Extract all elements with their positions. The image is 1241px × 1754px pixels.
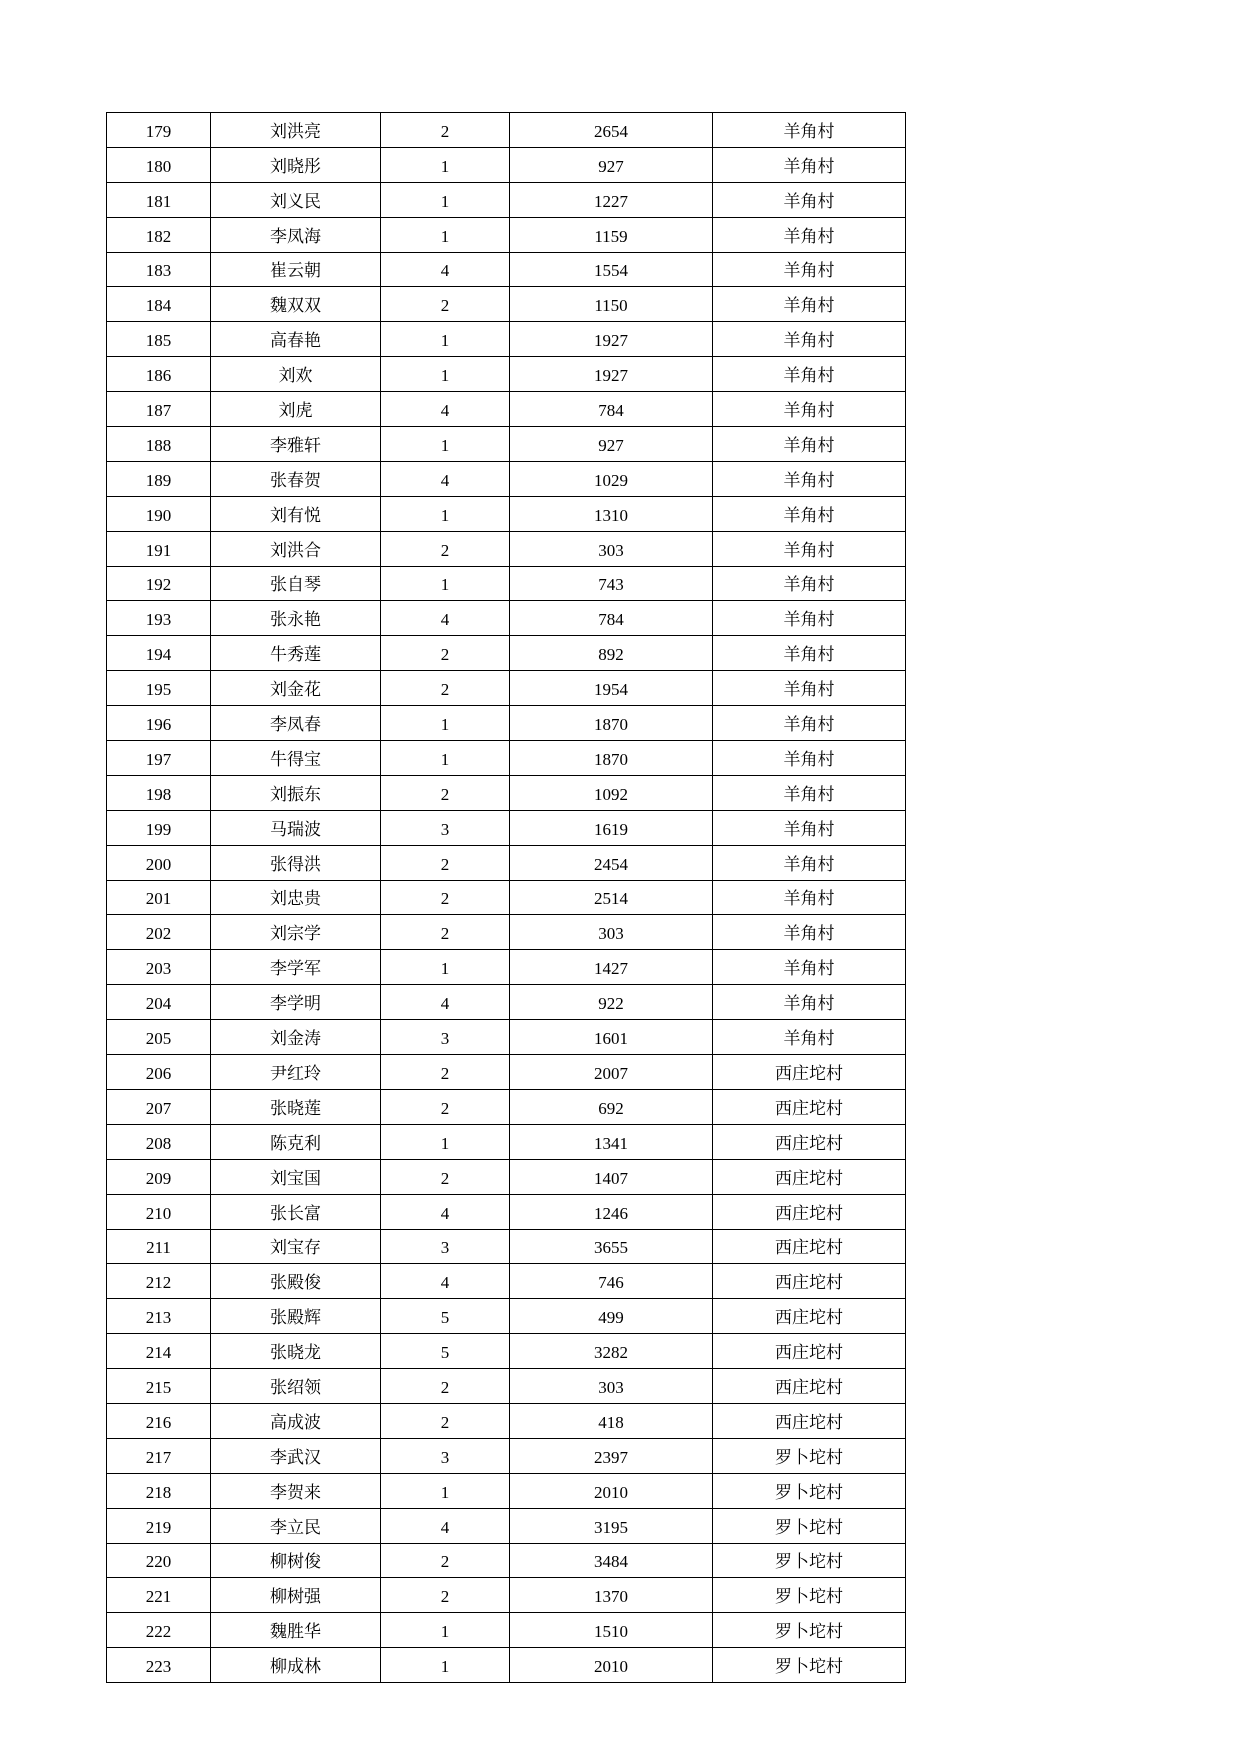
cell-name: 刘宗学	[211, 915, 381, 950]
table-row	[107, 950, 906, 985]
table-row	[107, 252, 906, 287]
cell-village: 西庄坨村	[713, 1089, 906, 1124]
cell-number: 222	[107, 1613, 211, 1648]
table-row	[107, 601, 906, 636]
cell-count: 1	[381, 357, 510, 392]
cell-number: 182	[107, 217, 211, 252]
cell-amount: 922	[510, 985, 713, 1020]
cell-village: 羊角村	[713, 392, 906, 427]
cell-count: 4	[381, 461, 510, 496]
cell-amount: 303	[510, 531, 713, 566]
cell-name: 刘宝存	[211, 1229, 381, 1264]
cell-name: 魏双双	[211, 287, 381, 322]
cell-amount: 1554	[510, 252, 713, 287]
cell-number: 207	[107, 1089, 211, 1124]
cell-name: 刘欢	[211, 357, 381, 392]
cell-name: 尹红玲	[211, 1055, 381, 1090]
cell-count: 4	[381, 252, 510, 287]
cell-number: 205	[107, 1020, 211, 1055]
cell-number: 214	[107, 1334, 211, 1369]
table-row	[107, 1194, 906, 1229]
table-row	[107, 1055, 906, 1090]
cell-count: 2	[381, 1089, 510, 1124]
table-row	[107, 357, 906, 392]
cell-amount: 1370	[510, 1578, 713, 1613]
cell-amount: 927	[510, 427, 713, 462]
table-body	[107, 113, 906, 1683]
cell-village: 羊角村	[713, 357, 906, 392]
cell-count: 2	[381, 1403, 510, 1438]
cell-amount: 784	[510, 601, 713, 636]
cell-village: 罗卜坨村	[713, 1578, 906, 1613]
cell-name: 刘金涛	[211, 1020, 381, 1055]
cell-amount: 1246	[510, 1194, 713, 1229]
cell-name: 刘忠贵	[211, 880, 381, 915]
cell-amount: 418	[510, 1403, 713, 1438]
cell-village: 西庄坨村	[713, 1403, 906, 1438]
cell-count: 3	[381, 1438, 510, 1473]
table-row	[107, 1613, 906, 1648]
cell-count: 2	[381, 775, 510, 810]
table-row	[107, 217, 906, 252]
cell-number: 223	[107, 1648, 211, 1683]
cell-number: 217	[107, 1438, 211, 1473]
cell-count: 1	[381, 950, 510, 985]
cell-number: 213	[107, 1299, 211, 1334]
cell-count: 2	[381, 287, 510, 322]
table-row	[107, 845, 906, 880]
cell-name: 柳成林	[211, 1648, 381, 1683]
cell-amount: 1954	[510, 671, 713, 706]
cell-village: 羊角村	[713, 741, 906, 776]
cell-amount: 2007	[510, 1055, 713, 1090]
cell-name: 李雅轩	[211, 427, 381, 462]
table-row	[107, 1578, 906, 1613]
cell-number: 204	[107, 985, 211, 1020]
cell-count: 1	[381, 1473, 510, 1508]
table-row	[107, 182, 906, 217]
cell-name: 刘虎	[211, 392, 381, 427]
table-row	[107, 985, 906, 1020]
cell-amount: 784	[510, 392, 713, 427]
table-row	[107, 427, 906, 462]
cell-amount: 1092	[510, 775, 713, 810]
cell-amount: 1227	[510, 182, 713, 217]
cell-count: 1	[381, 496, 510, 531]
cell-number: 198	[107, 775, 211, 810]
cell-village: 羊角村	[713, 915, 906, 950]
cell-name: 李立民	[211, 1508, 381, 1543]
table-row	[107, 1124, 906, 1159]
cell-count: 1	[381, 427, 510, 462]
cell-amount: 2454	[510, 845, 713, 880]
cell-count: 1	[381, 182, 510, 217]
cell-name: 李武汉	[211, 1438, 381, 1473]
cell-name: 刘洪合	[211, 531, 381, 566]
cell-count: 2	[381, 1055, 510, 1090]
cell-number: 211	[107, 1229, 211, 1264]
cell-name: 刘有悦	[211, 496, 381, 531]
cell-village: 罗卜坨村	[713, 1473, 906, 1508]
cell-count: 2	[381, 1369, 510, 1404]
cell-number: 192	[107, 566, 211, 601]
cell-count: 2	[381, 880, 510, 915]
cell-name: 柳树强	[211, 1578, 381, 1613]
cell-village: 西庄坨村	[713, 1299, 906, 1334]
cell-name: 张晓莲	[211, 1089, 381, 1124]
cell-name: 张殿俊	[211, 1264, 381, 1299]
cell-number: 218	[107, 1473, 211, 1508]
cell-count: 1	[381, 566, 510, 601]
cell-village: 羊角村	[713, 1020, 906, 1055]
cell-number: 206	[107, 1055, 211, 1090]
cell-name: 魏胜华	[211, 1613, 381, 1648]
cell-amount: 2397	[510, 1438, 713, 1473]
cell-village: 西庄坨村	[713, 1159, 906, 1194]
cell-count: 2	[381, 915, 510, 950]
cell-amount: 746	[510, 1264, 713, 1299]
table-row	[107, 1438, 906, 1473]
table-row	[107, 322, 906, 357]
cell-amount: 692	[510, 1089, 713, 1124]
cell-number: 180	[107, 147, 211, 182]
cell-name: 柳树俊	[211, 1543, 381, 1578]
cell-number: 202	[107, 915, 211, 950]
table-row	[107, 113, 906, 148]
cell-count: 4	[381, 392, 510, 427]
cell-amount: 3655	[510, 1229, 713, 1264]
cell-village: 羊角村	[713, 985, 906, 1020]
cell-amount: 1619	[510, 810, 713, 845]
cell-village: 羊角村	[713, 217, 906, 252]
cell-village: 羊角村	[713, 427, 906, 462]
cell-amount: 2514	[510, 880, 713, 915]
table-row	[107, 1299, 906, 1334]
cell-name: 张长富	[211, 1194, 381, 1229]
cell-name: 张春贺	[211, 461, 381, 496]
cell-village: 羊角村	[713, 322, 906, 357]
cell-village: 西庄坨村	[713, 1229, 906, 1264]
cell-amount: 3484	[510, 1543, 713, 1578]
table-row	[107, 287, 906, 322]
cell-village: 羊角村	[713, 496, 906, 531]
cell-village: 西庄坨村	[713, 1124, 906, 1159]
cell-name: 张得洪	[211, 845, 381, 880]
cell-village: 西庄坨村	[713, 1264, 906, 1299]
cell-count: 2	[381, 671, 510, 706]
cell-village: 罗卜坨村	[713, 1648, 906, 1683]
cell-amount: 1927	[510, 357, 713, 392]
cell-name: 张绍领	[211, 1369, 381, 1404]
cell-name: 李贺来	[211, 1473, 381, 1508]
cell-village: 羊角村	[713, 252, 906, 287]
cell-number: 219	[107, 1508, 211, 1543]
cell-amount: 303	[510, 1369, 713, 1404]
cell-amount: 1427	[510, 950, 713, 985]
cell-number: 212	[107, 1264, 211, 1299]
table-row	[107, 775, 906, 810]
cell-count: 1	[381, 706, 510, 741]
table-row	[107, 1403, 906, 1438]
table-row	[107, 1020, 906, 1055]
cell-number: 188	[107, 427, 211, 462]
cell-number: 199	[107, 810, 211, 845]
table-row	[107, 706, 906, 741]
cell-village: 西庄坨村	[713, 1334, 906, 1369]
cell-number: 190	[107, 496, 211, 531]
cell-name: 陈克利	[211, 1124, 381, 1159]
cell-name: 高春艳	[211, 322, 381, 357]
cell-count: 1	[381, 217, 510, 252]
table-row	[107, 741, 906, 776]
cell-amount: 1310	[510, 496, 713, 531]
cell-number: 200	[107, 845, 211, 880]
cell-name: 刘宝国	[211, 1159, 381, 1194]
cell-count: 3	[381, 1020, 510, 1055]
table-row	[107, 1473, 906, 1508]
cell-village: 羊角村	[713, 531, 906, 566]
cell-name: 高成波	[211, 1403, 381, 1438]
cell-number: 209	[107, 1159, 211, 1194]
cell-village: 羊角村	[713, 461, 906, 496]
cell-name: 李凤春	[211, 706, 381, 741]
table-row	[107, 1369, 906, 1404]
table-row	[107, 392, 906, 427]
table-row	[107, 496, 906, 531]
cell-village: 羊角村	[713, 775, 906, 810]
table-row	[107, 1159, 906, 1194]
table-row	[107, 880, 906, 915]
cell-count: 4	[381, 1508, 510, 1543]
cell-amount: 1870	[510, 741, 713, 776]
cell-count: 4	[381, 601, 510, 636]
cell-name: 张晓龙	[211, 1334, 381, 1369]
cell-name: 牛秀莲	[211, 636, 381, 671]
cell-number: 216	[107, 1403, 211, 1438]
cell-amount: 2010	[510, 1473, 713, 1508]
cell-count: 1	[381, 1124, 510, 1159]
cell-name: 张永艳	[211, 601, 381, 636]
cell-village: 罗卜坨村	[713, 1438, 906, 1473]
cell-name: 李凤海	[211, 217, 381, 252]
cell-number: 194	[107, 636, 211, 671]
cell-village: 羊角村	[713, 113, 906, 148]
cell-count: 5	[381, 1299, 510, 1334]
cell-count: 1	[381, 1648, 510, 1683]
cell-name: 刘振东	[211, 775, 381, 810]
cell-amount: 1510	[510, 1613, 713, 1648]
cell-amount: 2010	[510, 1648, 713, 1683]
table-row	[107, 566, 906, 601]
cell-amount: 1150	[510, 287, 713, 322]
cell-amount: 1029	[510, 461, 713, 496]
cell-village: 羊角村	[713, 182, 906, 217]
cell-number: 185	[107, 322, 211, 357]
cell-count: 3	[381, 1229, 510, 1264]
cell-name: 李学明	[211, 985, 381, 1020]
cell-name: 崔云朝	[211, 252, 381, 287]
table-row	[107, 1089, 906, 1124]
cell-number: 201	[107, 880, 211, 915]
cell-count: 1	[381, 741, 510, 776]
cell-amount: 1159	[510, 217, 713, 252]
cell-count: 2	[381, 636, 510, 671]
cell-amount: 1601	[510, 1020, 713, 1055]
cell-number: 184	[107, 287, 211, 322]
cell-amount: 892	[510, 636, 713, 671]
cell-number: 215	[107, 1369, 211, 1404]
table-row	[107, 531, 906, 566]
cell-amount: 1341	[510, 1124, 713, 1159]
cell-count: 2	[381, 845, 510, 880]
table-row	[107, 1543, 906, 1578]
cell-count: 1	[381, 322, 510, 357]
cell-village: 羊角村	[713, 671, 906, 706]
cell-number: 183	[107, 252, 211, 287]
table-row	[107, 147, 906, 182]
cell-count: 5	[381, 1334, 510, 1369]
table-row	[107, 1264, 906, 1299]
cell-name: 牛得宝	[211, 741, 381, 776]
cell-village: 羊角村	[713, 287, 906, 322]
cell-count: 2	[381, 113, 510, 148]
cell-name: 张自琴	[211, 566, 381, 601]
cell-name: 刘义民	[211, 182, 381, 217]
table-row	[107, 1334, 906, 1369]
cell-count: 2	[381, 531, 510, 566]
table-row	[107, 810, 906, 845]
cell-amount: 927	[510, 147, 713, 182]
table-row	[107, 915, 906, 950]
cell-name: 刘洪亮	[211, 113, 381, 148]
cell-amount: 3282	[510, 1334, 713, 1369]
cell-number: 203	[107, 950, 211, 985]
cell-village: 罗卜坨村	[713, 1508, 906, 1543]
cell-village: 西庄坨村	[713, 1194, 906, 1229]
cell-count: 2	[381, 1159, 510, 1194]
cell-number: 197	[107, 741, 211, 776]
cell-number: 221	[107, 1578, 211, 1613]
cell-village: 羊角村	[713, 810, 906, 845]
cell-number: 186	[107, 357, 211, 392]
cell-name: 刘晓彤	[211, 147, 381, 182]
cell-village: 羊角村	[713, 845, 906, 880]
cell-number: 196	[107, 706, 211, 741]
cell-count: 3	[381, 810, 510, 845]
cell-village: 羊角村	[713, 880, 906, 915]
table-row	[107, 1229, 906, 1264]
cell-village: 西庄坨村	[713, 1055, 906, 1090]
cell-name: 李学军	[211, 950, 381, 985]
table-row	[107, 671, 906, 706]
cell-village: 羊角村	[713, 706, 906, 741]
table-row	[107, 461, 906, 496]
cell-name: 马瑞波	[211, 810, 381, 845]
cell-village: 羊角村	[713, 147, 906, 182]
cell-number: 210	[107, 1194, 211, 1229]
cell-count: 2	[381, 1578, 510, 1613]
cell-village: 罗卜坨村	[713, 1543, 906, 1578]
cell-number: 195	[107, 671, 211, 706]
cell-count: 2	[381, 1543, 510, 1578]
cell-amount: 3195	[510, 1508, 713, 1543]
cell-village: 羊角村	[713, 601, 906, 636]
cell-amount: 1407	[510, 1159, 713, 1194]
table-row	[107, 1648, 906, 1683]
cell-amount: 1870	[510, 706, 713, 741]
cell-number: 191	[107, 531, 211, 566]
cell-amount: 499	[510, 1299, 713, 1334]
cell-amount: 303	[510, 915, 713, 950]
cell-village: 羊角村	[713, 950, 906, 985]
cell-count: 4	[381, 1194, 510, 1229]
cell-number: 189	[107, 461, 211, 496]
cell-number: 220	[107, 1543, 211, 1578]
cell-amount: 743	[510, 566, 713, 601]
cell-village: 羊角村	[713, 636, 906, 671]
table-row	[107, 1508, 906, 1543]
cell-number: 179	[107, 113, 211, 148]
cell-amount: 2654	[510, 113, 713, 148]
cell-count: 1	[381, 1613, 510, 1648]
cell-count: 1	[381, 147, 510, 182]
cell-number: 181	[107, 182, 211, 217]
table-row	[107, 636, 906, 671]
data-table	[106, 112, 906, 1683]
cell-count: 4	[381, 985, 510, 1020]
cell-village: 羊角村	[713, 566, 906, 601]
cell-number: 193	[107, 601, 211, 636]
cell-village: 罗卜坨村	[713, 1613, 906, 1648]
cell-village: 西庄坨村	[713, 1369, 906, 1404]
cell-number: 187	[107, 392, 211, 427]
cell-count: 4	[381, 1264, 510, 1299]
cell-number: 208	[107, 1124, 211, 1159]
cell-name: 刘金花	[211, 671, 381, 706]
cell-amount: 1927	[510, 322, 713, 357]
cell-name: 张殿辉	[211, 1299, 381, 1334]
